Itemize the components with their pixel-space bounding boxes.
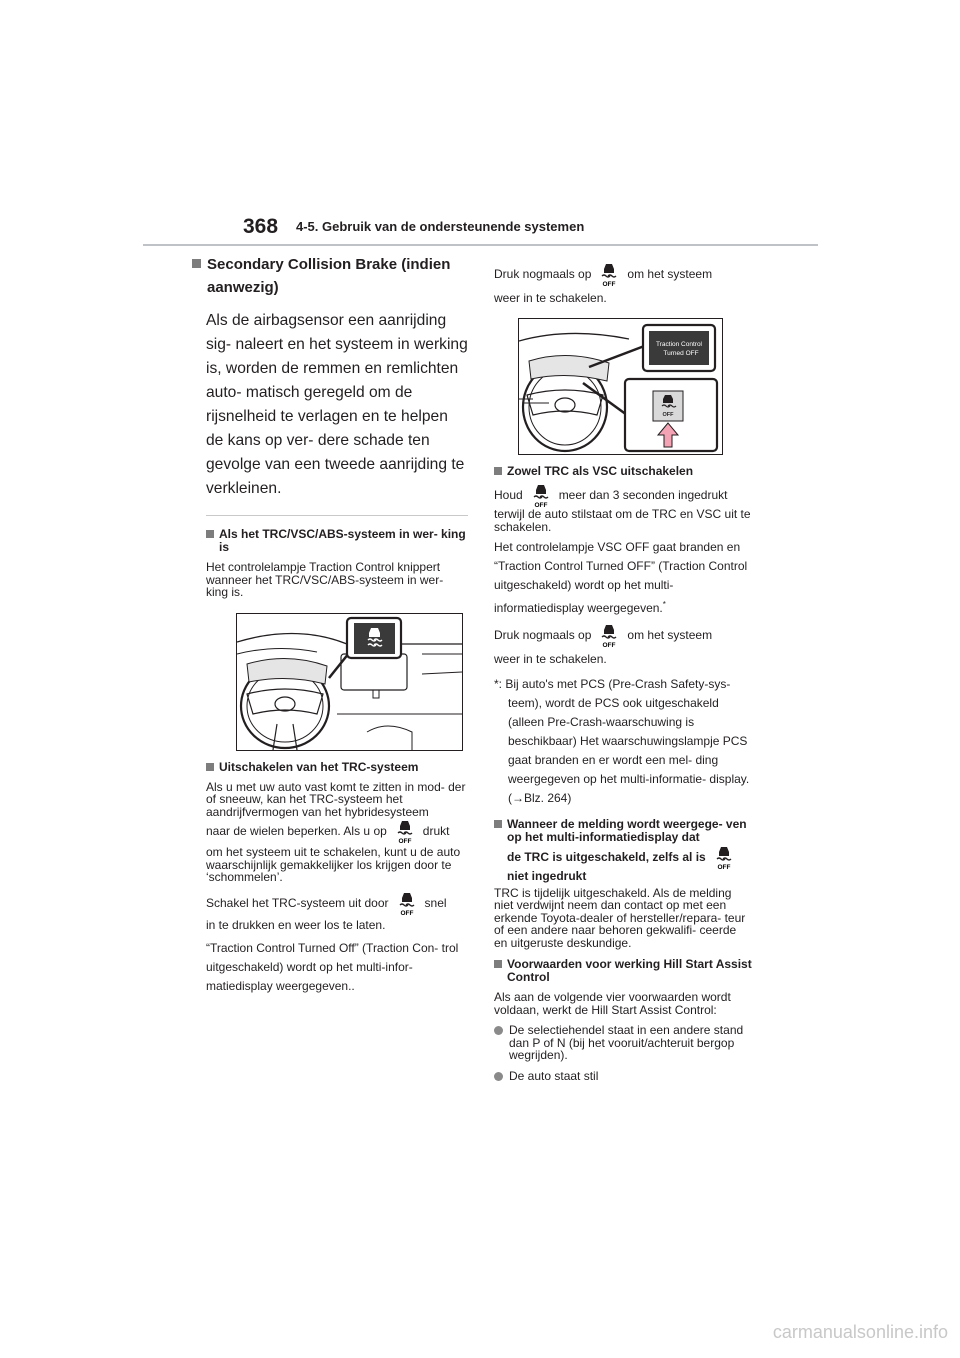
trc-off-text-a: Als u met uw auto vast komt te zitten in mod- der of sneeuw, kan het TRC-systeem het aandrijfvermogen van het hybridesysteem [206,779,466,819]
heading-trc-vsc-off: Zowel TRC als VSC uitschakelen [494,465,752,478]
svg-text:OFF: OFF [400,909,414,916]
square-bullet-icon [206,530,214,538]
intro-paragraph: Als de airbagsensor een aanrijding sig- naleert en het systeem in werking is, worden de remmen en remlichten auto- matisch geregeld om de rijsnelheid te verlagen en te helpen de kans op ver- dere schade ten gevolge van een tweede aanrijding te verkleinen. [206,312,468,497]
list-item: De auto staat stil [494,1070,752,1083]
press-again-text-2b: weer in te schakelen. [494,652,607,666]
hold-text: Houd OFF meer dan 3 seconden ingedrukt [494,484,752,508]
hold-text-b: terwijl de auto stilstaat om de TRC en VSC uit te schakelen. [494,507,751,534]
trc-off-text-c: om het systeem uit te schakelen, kunt u de auto waarschijnlijk gemakkelijker los krijgen door te ‘schommelen’. [206,845,461,884]
square-bullet-icon [192,259,201,268]
svg-text:OFF: OFF [602,281,616,287]
heading-trc-message-b: de TRC is uitgeschakeld, zelfs al is OFF [507,846,752,870]
vsc-off-button-icon [599,263,619,287]
vsc-off-button-icon [599,624,619,648]
trc-off-quick-press: Schakel het TRC-systeem uit door OFF snel [206,892,468,916]
bullet-dot-icon [494,1072,503,1081]
heading-trc-off: Uitschakelen van het TRC-systeem [206,761,468,774]
square-bullet-icon [206,763,214,771]
hill-start-text: Als aan de volgende vier voorwaarden wordt voldaan, werkt de Hill Start Assist Control: [494,990,731,1017]
svg-text:OFF: OFF [534,502,548,508]
vsc-off-button-icon [395,820,415,844]
press-again-text-b: weer in te schakelen. [494,291,607,305]
list-item: De selectiehendel staat in een andere stand dan P of N (bij het vooruit/achteruit bergop wegrijden). [494,1024,752,1062]
square-bullet-icon [494,820,502,828]
dashboard-figure-1 [236,613,463,751]
header-divider [143,244,818,246]
trc-off-text-b: naar de wielen beperken. Als u op OFF drukt [206,820,468,844]
watermark: carmanualsonline.info [772,1322,948,1342]
bullet-dot-icon [494,1026,503,1035]
trc-active-text: Het controlelampje Traction Control knippert wanneer het TRC/VSC/ABS-systeem in wer- king is. [206,560,444,599]
trc-message-text: TRC is tijdelijk uitgeschakeld. Als de melding niet verdwijnt neem dan contact op met een erkende Toyota-dealer of hersteller/repara- teur of een andere naar behoren gekwalifi- ceerde en uitgeruste deskundige. [494,885,746,950]
dashboard-figure-2 [518,318,723,455]
vsc-off-lamp-text: Het controlelampje VSC OFF gaat branden en “Traction Control Turned OFF” (Traction Control uitgeschakeld) wordt op het multi-informatiedisplay weergegeven.* [494,540,748,615]
svg-text:OFF: OFF [398,838,412,844]
vsc-off-button-icon [531,484,551,508]
msg-line-2: Turned OFF [663,350,699,357]
heading-trc-message: Wanneer de melding wordt weergege- ven op het multi-informatiedisplay dat [494,818,752,844]
left-column [206,253,468,996]
svg-text:OFF: OFF [662,412,674,418]
trc-off-message-text: “Traction Control Turned Off” (Traction Con- trol uitgeschakeld) wordt op het multi-infor- matiedisplay weergegeven.. [206,940,459,993]
svg-text:OFF: OFF [717,864,731,870]
right-column [494,263,752,1082]
heading-trc-active: Als het TRC/VSC/ABS-systeem in wer- king is [206,528,468,554]
square-bullet-icon [494,467,502,475]
vsc-off-button-icon [714,846,734,870]
section-divider [206,515,468,516]
page-number: 368 [243,215,279,238]
heading-hill-start: Voorwaarden voor werking Hill Start Assist Control [494,958,752,984]
footnote-pcs: *: Bij auto's met PCS (Pre-Crash Safety-sys- teem), wordt de PCS ook uitgeschakeld (alleen Pre-Crash-waarschuwing is beschikbaar) Het waarschuwingslampje PCS gaat branden en er wordt een mel- ding weergegeven op het multi-informatie- display. (→Blz. 264) [494,677,750,805]
trc-off-quick-press-b: in te drukken en weer los te laten. [206,917,386,932]
dashboard-illustration [237,614,462,750]
square-bullet-icon [494,960,502,968]
msg-line-1: Traction Control [656,341,702,348]
vsc-off-button-icon [397,892,417,916]
press-again-text: Druk nogmaals op OFF om het systeem [494,263,752,287]
heading-secondary-collision-brake: Secondary Collision Brake (indien aanwezig) [206,253,468,299]
press-again-text-2: Druk nogmaals op OFF om het systeem [494,624,752,648]
chapter-title: 4-5. Gebruik van de ondersteunende systemen [296,219,585,234]
heading-trc-message-c: niet ingedrukt [507,869,587,883]
svg-text:OFF: OFF [602,642,616,648]
